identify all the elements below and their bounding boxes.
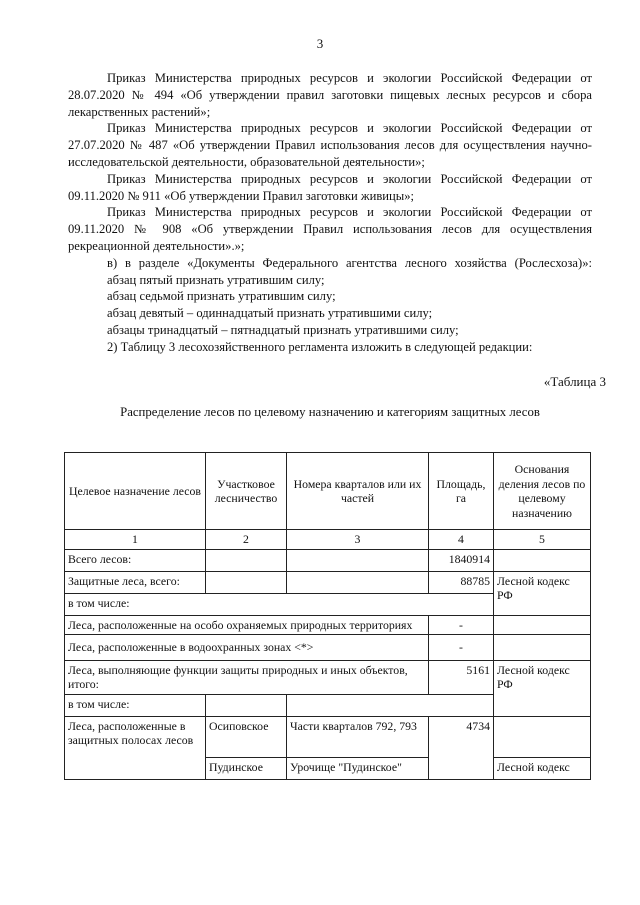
col-number: 4	[429, 530, 494, 550]
table-row	[65, 549, 591, 571]
list-item: абзацы тринадцатый – пятнадцатый признать утратившими силу;	[107, 322, 459, 337]
col-number: 3	[287, 530, 429, 550]
column-number-row	[65, 530, 591, 550]
strips-label: Леса, расположенные в защитных полосах лесов	[65, 716, 206, 779]
document-body	[68, 70, 592, 356]
protective-basis: Лесной кодекс РФ	[494, 571, 591, 615]
col-number: 1	[65, 530, 206, 550]
list-item: абзац седьмой признать утратившим силу;	[107, 289, 336, 304]
forest-distribution-table	[64, 452, 591, 780]
oopt-area: -	[429, 615, 494, 635]
table-row	[65, 635, 591, 661]
functions-basis: Лесной кодекс РФ	[494, 660, 591, 716]
paragraph-order-494: Приказ Министерства природных ресурсов и экологии Российской Федерации от 28.07.2020 № 494 «Об утверждении правил заготовки пищевых лесных ресурсов и сбора лекарственных растений»;	[68, 71, 592, 119]
including-label: в том числе:	[65, 694, 206, 716]
list-item: абзац девятый – одиннадцатый признать утратившими силу;	[107, 306, 433, 321]
header-quarters: Номера кварталов или их частей	[287, 453, 429, 530]
table-row	[65, 660, 591, 694]
pudinskoe-district: Пудинское	[206, 757, 287, 779]
list-item: абзац пятый признать утратившим силу;	[107, 272, 325, 287]
oopt-label: Леса, расположенные на особо охраняемых природных территориях	[65, 615, 429, 635]
water-label: Леса, расположенные в водоохранных зонах <*>	[65, 635, 429, 661]
water-area: -	[429, 635, 494, 661]
pudinskoe-basis: Лесной кодекс	[494, 757, 591, 779]
table-label: «Таблица 3	[543, 374, 606, 389]
col-number: 5	[494, 530, 591, 550]
functions-label: Леса, выполняющие функции защиты природных и иных объектов, итого:	[65, 660, 429, 694]
pudinskoe-quarters: Урочище "Пудинское"	[287, 757, 429, 779]
table-title: Распределение лесов по целевому назначению и категориям защитных лесов	[120, 405, 540, 419]
col-number: 2	[206, 530, 287, 550]
paragraph-order-908: Приказ Министерства природных ресурсов и экологии Российской Федерации от 09.11.2020 № 908 «Об утверждении Правил использования лесов для осуществления рекреационной деятельности».»;	[68, 205, 592, 253]
total-area: 1840914	[429, 549, 494, 571]
protective-area: 88785	[429, 571, 494, 593]
osipovskoe-area: 4734	[429, 716, 494, 779]
paragraph-order-487: Приказ Министерства природных ресурсов и экологии Российской Федерации от 27.07.2020 № 487 «Об утверждении Правил использования лесов для осуществления научно-исследовательской деятельности, образовательной деятельности»;	[68, 121, 592, 169]
table-row	[65, 571, 591, 593]
osipovskoe-quarters: Части кварталов 792, 793	[287, 716, 429, 757]
table-row	[65, 716, 591, 757]
protective-label: Защитные леса, всего:	[65, 571, 206, 593]
including-label: в том числе:	[65, 593, 494, 615]
header-purpose: Целевое назначение лесов	[65, 453, 206, 530]
osipovskoe-district: Осиповское	[206, 716, 287, 757]
table-header-row	[65, 453, 591, 530]
list-item: 2) Таблицу 3 лесохозяйственного регламента изложить в следующей редакции:	[107, 339, 533, 354]
paragraph-rosleshoz-section: в) в разделе «Документы Федерального агентства лесного хозяйства (Рослесхоза)»:	[107, 255, 592, 270]
paragraph-order-911: Приказ Министерства природных ресурсов и экологии Российской Федерации от 09.11.2020 № 911 «Об утверждении Правил заготовки живицы»;	[68, 171, 592, 203]
page-number: 3	[316, 36, 324, 51]
functions-area: 5161	[429, 660, 494, 694]
header-district: Участковое лесничество	[206, 453, 287, 530]
table-row	[65, 615, 591, 635]
header-area: Площадь, га	[429, 453, 494, 530]
header-basis: Основания деления лесов по целевому назначению	[494, 453, 591, 530]
total-label: Всего лесов:	[65, 549, 206, 571]
